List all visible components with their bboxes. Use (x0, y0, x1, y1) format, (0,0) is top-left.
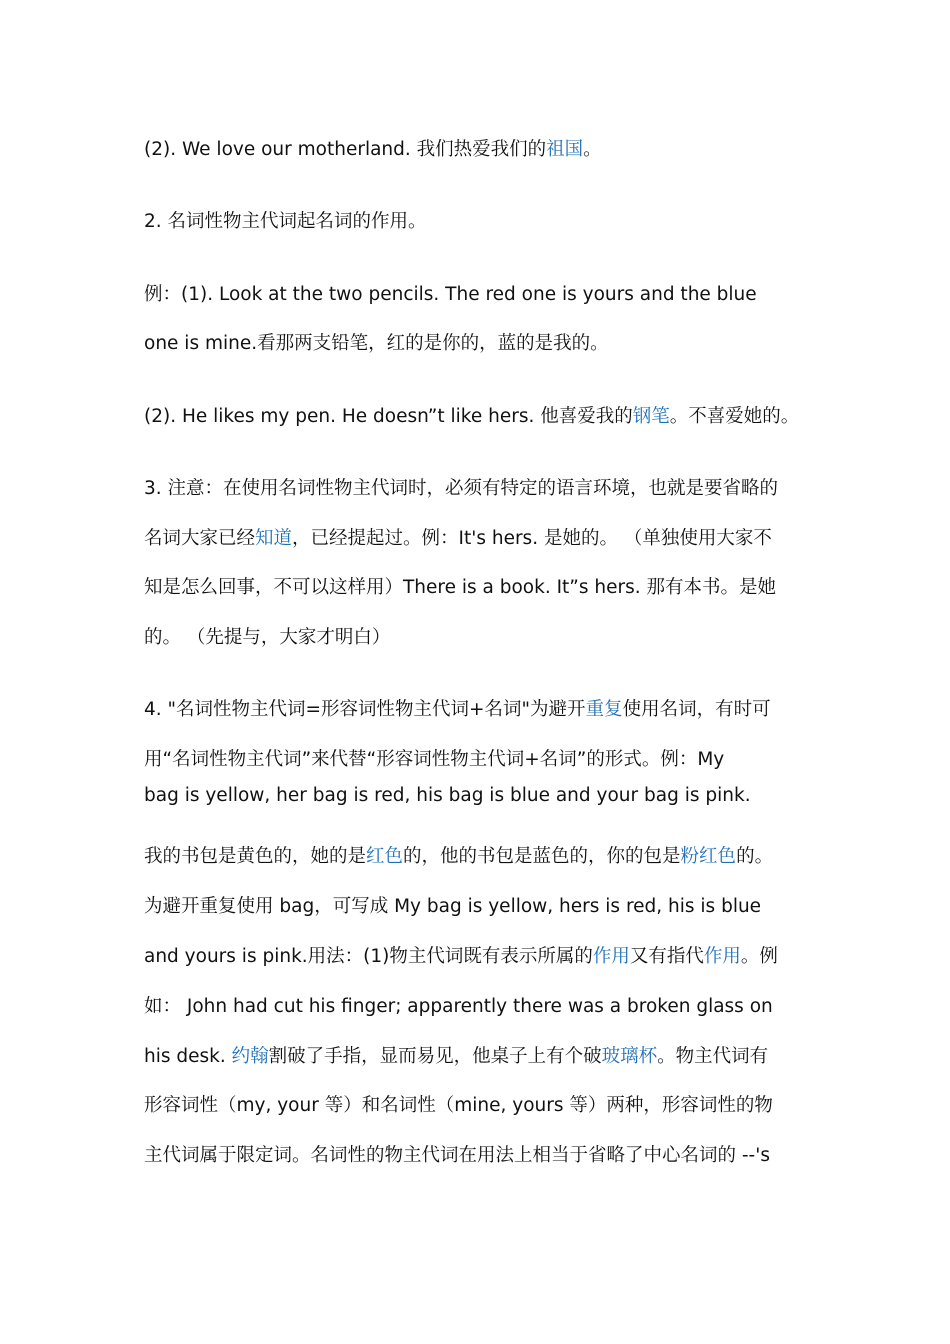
text-segment: 2. 名词性物主代词起名词的作用。 (144, 211, 427, 232)
text-segment: 主代词属于限定词。名词性的物主代词在用法上相当于省略了中心名词的 --'s (144, 1145, 770, 1166)
text-line (144, 283, 757, 307)
keyword-link[interactable]: 祖国 (546, 139, 584, 160)
keyword-link[interactable]: 知道 (255, 528, 293, 549)
text-segment: (2). He likes my pen. He doesn”t like hers. 他喜爱我的 (144, 406, 633, 427)
text-segment: 割破了手指，显而易见，他桌子上有个破 (268, 1046, 602, 1067)
text-segment: 。物主代词有 (657, 1046, 769, 1067)
text-segment: (2). We love our motherland. 我们热爱我们的 (144, 139, 547, 160)
text-line (144, 626, 390, 650)
text-segment: 使用名词，有时可 (622, 699, 771, 720)
keyword-link[interactable]: 约翰 (231, 1046, 269, 1067)
keyword-link[interactable]: 钢笔 (632, 406, 670, 427)
text-segment: and yours is pink.用法：(1)物主代词既有表示所属的 (144, 946, 593, 967)
text-segment: ，已经提起过。例：It's hers. 是她的。 （单独使用大家不 (292, 528, 772, 549)
text-segment: bag is yellow, her bag is red, his bag is blue and your bag is pink. (144, 785, 751, 806)
text-segment: one is mine.看那两支铅笔，红的是你的，蓝的是我的。 (144, 333, 609, 354)
text-line (144, 698, 771, 722)
text-segment: 的。 (736, 846, 774, 867)
text-segment: 名词大家已经 (144, 528, 256, 549)
text-line (144, 405, 799, 429)
text-segment: 我的书包是黄色的，她的是 (144, 846, 367, 867)
text-line (144, 210, 427, 234)
text-line (144, 138, 602, 162)
keyword-link[interactable]: 重复 (585, 699, 623, 720)
text-segment: 3. 注意：在使用名词性物主代词时，必须有特定的语言环境，也就是要省略的 (144, 478, 779, 499)
text-line (144, 748, 724, 772)
text-segment: 知是怎么回事，不可以这样用）There is a book. It”s hers. 那有本书。是她 (144, 577, 777, 598)
keyword-link[interactable]: 红色 (366, 846, 404, 867)
text-segment: 用“名词性物主代词”来代替“形容词性物主代词+名词”的形式。例：My (144, 749, 725, 770)
text-line (144, 1094, 773, 1118)
text-line (144, 995, 773, 1019)
text-segment: 。例 (740, 946, 778, 967)
keyword-link[interactable]: 玻璃杯 (601, 1046, 658, 1067)
text-segment: 的，他的书包是蓝色的，你的包是 (403, 846, 681, 867)
text-line (144, 784, 751, 808)
text-line (144, 1144, 770, 1168)
text-line (144, 477, 778, 501)
text-line (144, 527, 772, 551)
text-line (144, 945, 778, 969)
text-segment: 如： John had cut his finger; apparently there was a broken glass on (144, 996, 773, 1017)
text-segment: 4. "名词性物主代词=形容词性物主代词+名词"为避开 (144, 699, 586, 720)
text-segment: 。 (583, 139, 602, 160)
text-segment: 又有指代 (629, 946, 704, 967)
text-line (144, 332, 609, 356)
keyword-link[interactable]: 粉红色 (680, 846, 737, 867)
text-segment: his desk. (144, 1046, 232, 1067)
text-segment: 。不喜爱她的。 (669, 406, 800, 427)
keyword-link[interactable]: 作用 (592, 946, 630, 967)
text-segment: 为避开重复使用 bag，可写成 My bag is yellow, hers is red, his is blue (144, 896, 762, 917)
text-line (144, 845, 773, 869)
keyword-link[interactable]: 作用 (703, 946, 741, 967)
text-segment: 的。 （先提与，大家才明白） (144, 627, 391, 648)
text-line (144, 895, 761, 919)
text-line (144, 1045, 768, 1069)
text-segment: 例：(1). Look at the two pencils. The red one is yours and the blue (144, 284, 757, 305)
text-line (144, 576, 776, 600)
text-segment: 形容词性（my, your 等）和名词性（mine, yours 等）两种，形容词性的物 (144, 1095, 773, 1116)
